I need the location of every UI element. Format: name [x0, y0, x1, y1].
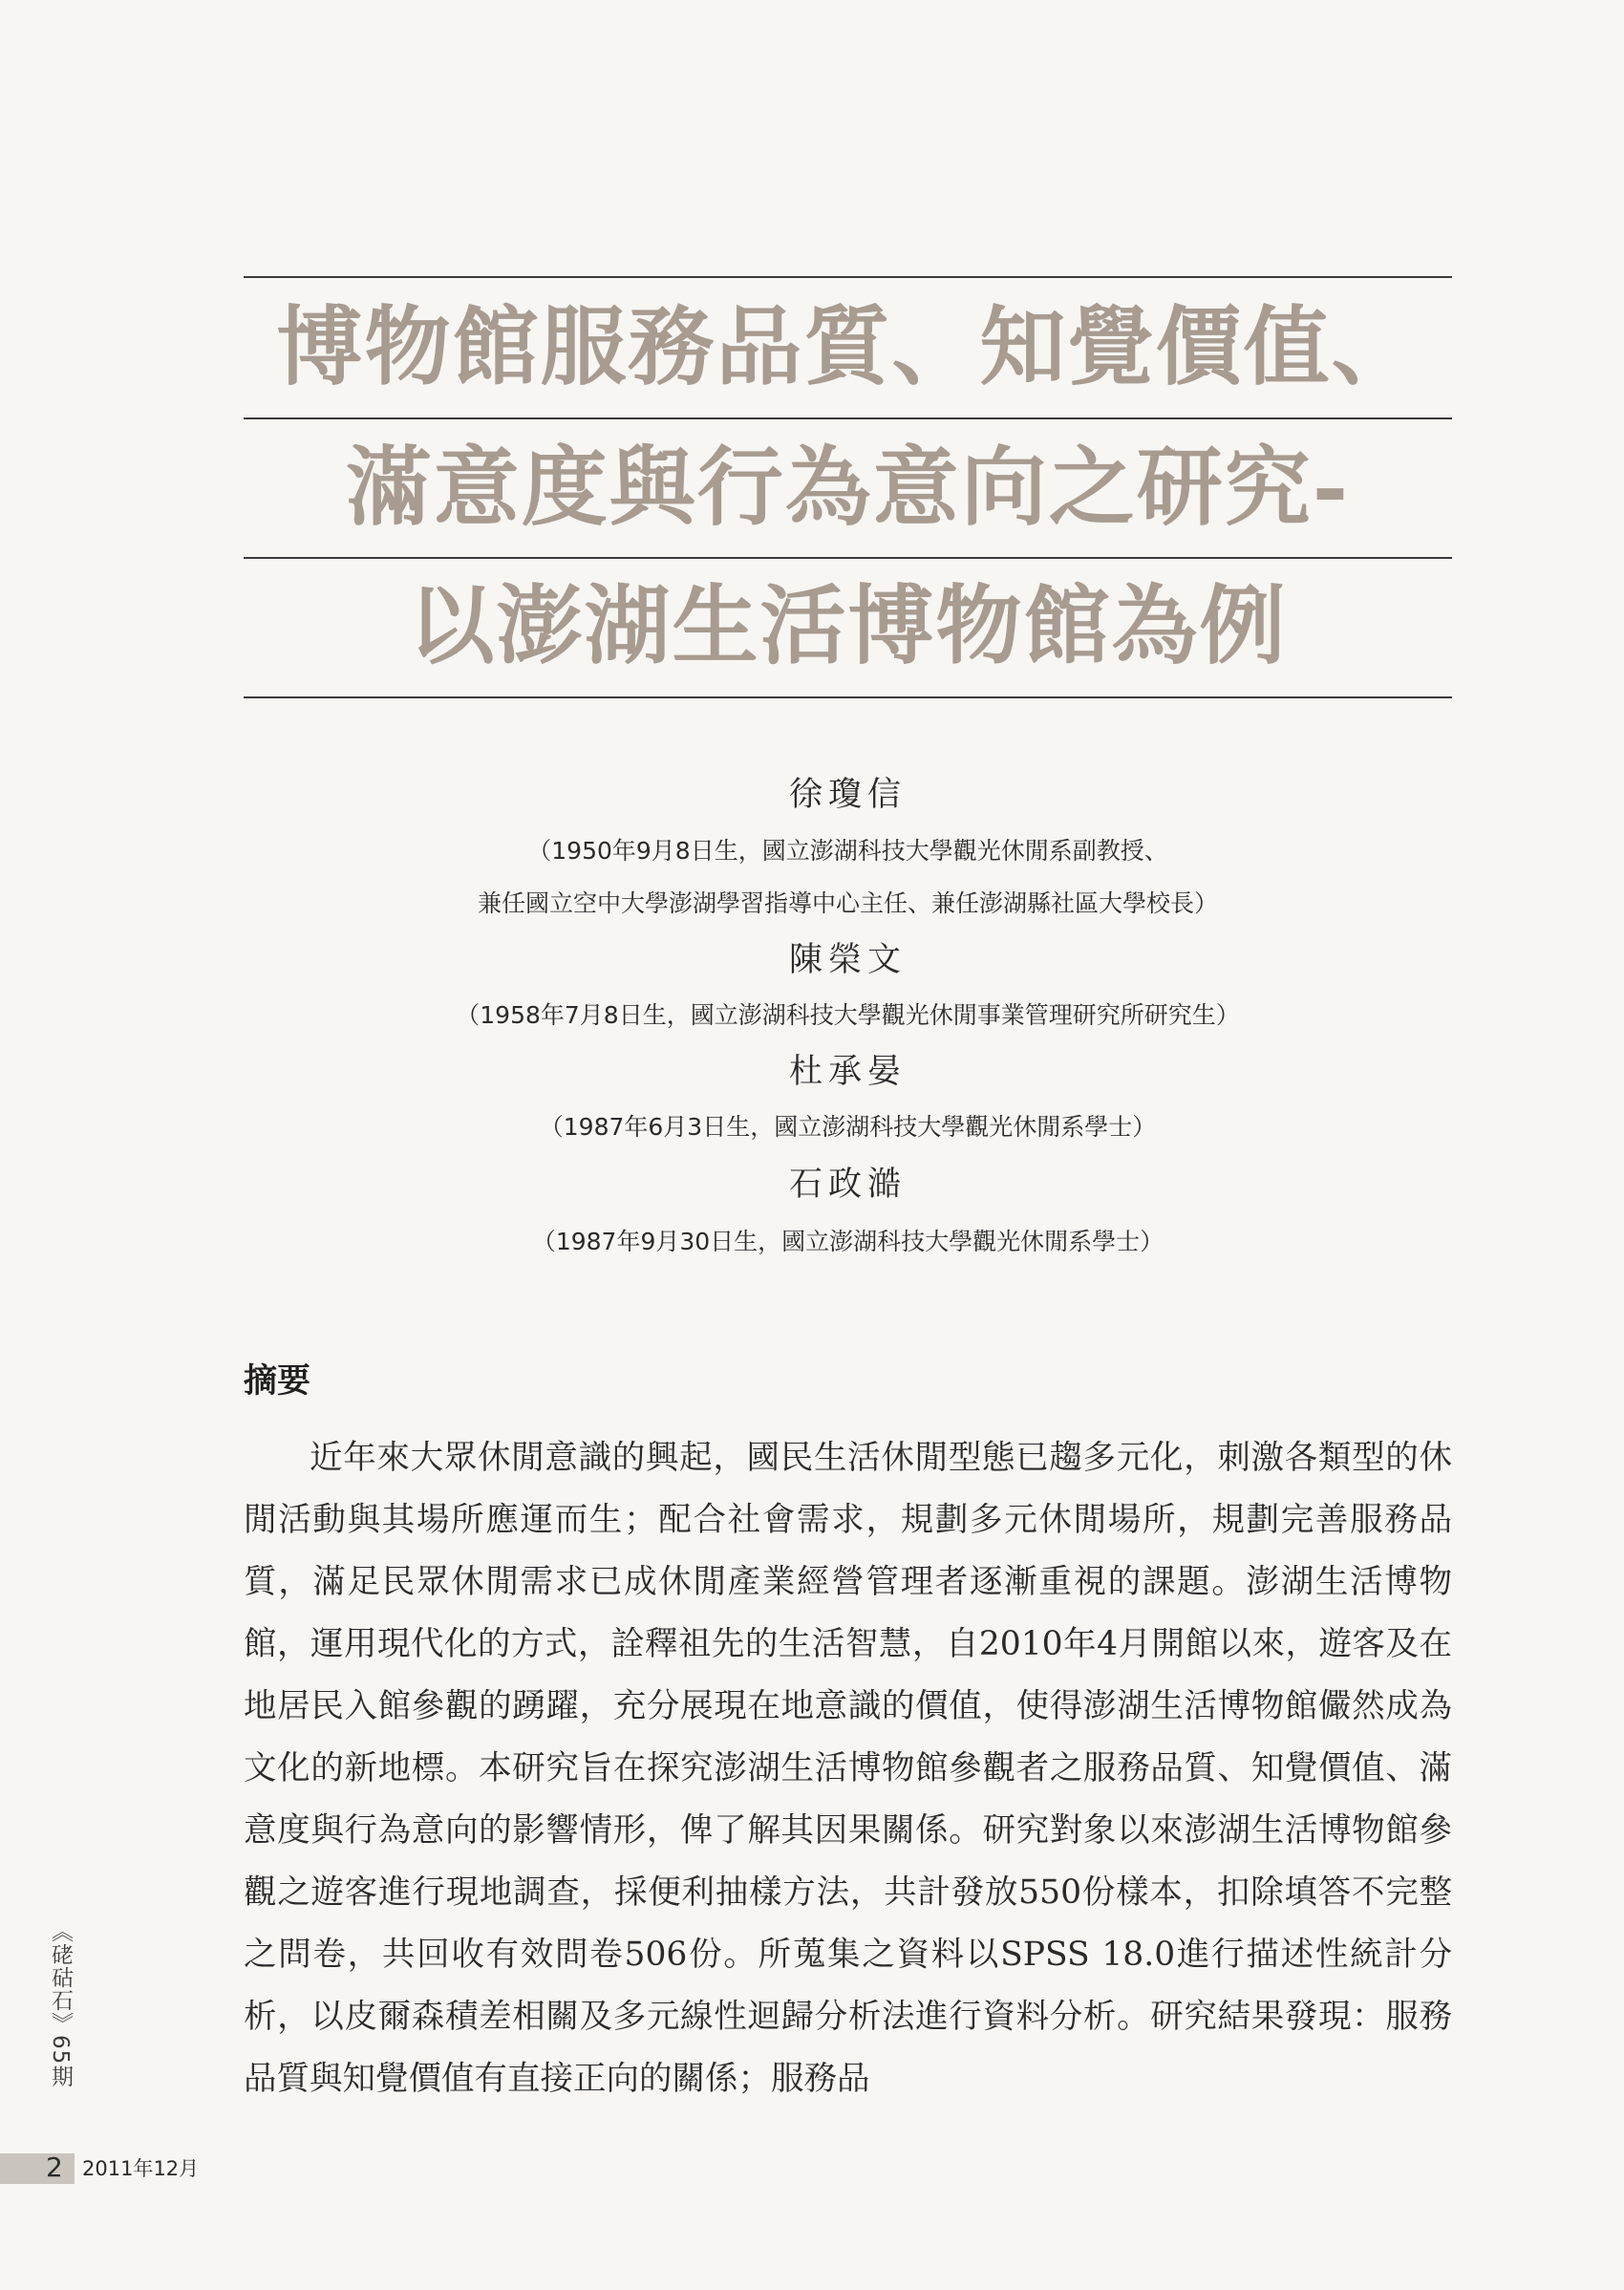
page-number-bar [0, 2153, 75, 2184]
author-affiliation: （1950年9月8日生，國立澎湖科技大學觀光休閒系副教授、 [527, 837, 1168, 865]
author-affiliation: （1987年9月30日生，國立澎湖科技大學觀光休閒系學士） [531, 1228, 1165, 1255]
abstract-body: 近年來大眾休閒意識的興起，國民生活休閒型態已趨多元化，刺激各類型的休閒活動與其場所應運而生；配合社會需求，規劃多元休閒場所，規劃完善服務品質，滿足民眾休閒需求已成休閒產業經營管理者逐漸重視的課題。澎湖生活博物館，運用現代化的方式，詮釋祖先的生活智慧，自2010年4月開館以來，遊客及在地居民入館參觀的踴躍，充分展現在地意識的價值，使得澎湖生活博物館儼然成為文化的新地標。本研究旨在探究澎湖生活博物館參觀者之服務品質、知覺價值、滿意度與行為意向的影響情形，俾了解其因果關係。研究對象以來澎湖生活博物館參觀之遊客進行現地調查，採便利抽樣方法，共計發放550份樣本，扣除填答不完整之問卷，共回收有效問卷506份。所蒐集之資料以SPSS 18.0進行描述性統計分析，以皮爾森積差相關及多元線性迴歸分析法進行資料分析。研究結果發現：服務品質與知覺價值有直接正向的關係；服務品 [244, 1439, 1452, 2098]
article-title-line-3: 以澎湖生活博物館為例 [408, 575, 1288, 676]
author-name: 徐瓊信 [788, 776, 907, 814]
title-rule-bottom [244, 696, 1452, 698]
author-name: 石政澔 [788, 1166, 907, 1204]
author-affiliation: （1987年6月3日生，國立澎湖科技大學觀光休閒系學士） [539, 1113, 1157, 1141]
author-name: 杜承晏 [788, 1053, 907, 1091]
title-rule-1 [244, 417, 1452, 419]
title-rule-2 [244, 557, 1452, 559]
article-title-line-1: 博物館服務品質、知覺價值、 [276, 296, 1420, 397]
author-name: 陳榮文 [788, 941, 907, 979]
article-title-line-2: 滿意度與行為意向之研究- [345, 437, 1351, 538]
author-affiliation: （1958年7月8日生，國立澎湖科技大學觀光休閒事業管理研究所研究生） [456, 1001, 1240, 1029]
title-rule-top [244, 276, 1452, 278]
page-number: 2 [46, 2151, 63, 2183]
issue-date: 2011年12月 [82, 2157, 200, 2180]
journal-issue-label: 《硓𥑮石》65期 [48, 1920, 73, 2088]
abstract-heading: 摘要 [244, 1362, 311, 1401]
author-affiliation: 兼任國立空中大學澎湖學習指導中心主任、兼任澎湖縣社區大學校長） [477, 889, 1218, 917]
